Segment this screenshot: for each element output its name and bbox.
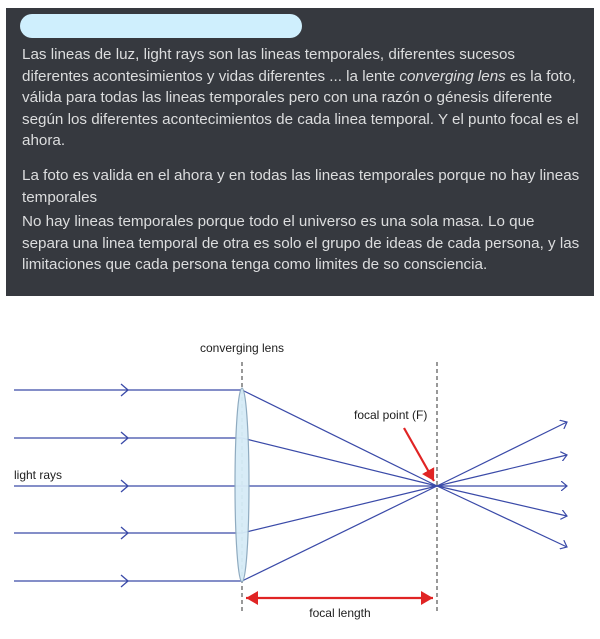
- diverging-rays: [437, 422, 567, 547]
- message-paragraph-1: [22, 44, 582, 152]
- light-rays-label: light rays: [14, 468, 63, 482]
- refracted-ray: [242, 438, 437, 486]
- diverging-ray: [437, 486, 567, 516]
- focal-point-arrow: [404, 428, 434, 481]
- focal-point-label: focal point (F): [354, 408, 428, 422]
- diverging-ray: [437, 422, 567, 486]
- focal-length-label: focal length: [309, 606, 371, 620]
- message-paragraph-2: La foto es valida en el ahora y en todas las lineas temporales porque no hay lineas temporales: [22, 167, 580, 206]
- converging-lens-diagram: [0, 300, 600, 639]
- paragraph-1-text-a: Las lineas de luz, light rays son las lineas temporales, diferentes sucesos diferentes acontesimientos y vidas diferentes ... la lente: [22, 46, 516, 85]
- redacted-username: [20, 14, 302, 38]
- converging-lens: [235, 388, 249, 582]
- incoming-rays: [14, 384, 242, 587]
- discord-message: [6, 8, 594, 296]
- refracted-ray: [242, 486, 437, 581]
- message-paragraph-3: No hay lineas temporales porque todo el universo es una sola masa. Lo que separa una linea temporal de otra es solo el grupo de ideas de cada persona, y las limitaciones que cada persona tenga como limites de so consciencia.: [22, 213, 580, 273]
- refracted-ray: [242, 390, 437, 486]
- paragraph-1-italic: converging lens: [399, 67, 506, 85]
- refracted-ray: [242, 486, 437, 533]
- diverging-ray: [437, 486, 567, 547]
- lens-label: converging lens: [199, 341, 285, 355]
- paragraph-1-text-b: es la foto, válida para todas las lineas temporales pero con una razón o génesis diferente según los diferentes acontecimientos de cada linea temporal. Y el punto focal es el ahora.: [22, 67, 579, 149]
- diverging-ray: [437, 455, 567, 486]
